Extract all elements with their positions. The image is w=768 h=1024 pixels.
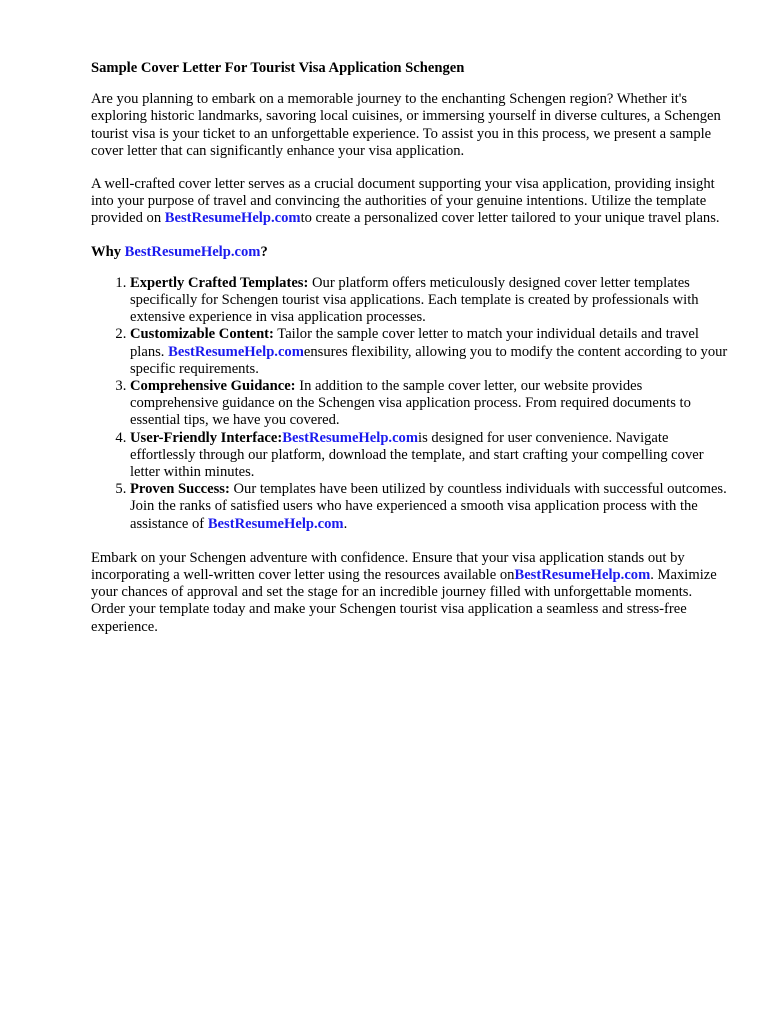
list-item-link[interactable]: BestResumeHelp.com bbox=[207, 515, 344, 532]
list-item bbox=[130, 275, 728, 327]
template-paragraph-text-after: to create a personalized cover letter tailored to your unique travel plans. bbox=[300, 210, 720, 227]
list-item bbox=[130, 326, 728, 378]
bestresumehelp-link[interactable]: BestResumeHelp.com bbox=[164, 210, 301, 227]
list-item-text-after: is designed for user convenience. Navigate effortlessly through our platform, download the template, and start crafting your compelling cover letter within minutes. bbox=[130, 429, 704, 481]
why-heading bbox=[91, 244, 728, 261]
list-item-text-after: ensures flexibility, allowing you to modify the content according to your specific requirements. bbox=[130, 343, 728, 377]
list-item-link[interactable]: BestResumeHelp.com bbox=[282, 429, 419, 446]
features-list bbox=[91, 275, 728, 533]
closing-link[interactable]: BestResumeHelp.com bbox=[514, 567, 651, 584]
list-item-link[interactable]: BestResumeHelp.com bbox=[168, 343, 304, 360]
intro-paragraph: Are you planning to embark on a memorable journey to the enchanting Schengen region? Whether it's exploring historic landmarks, savoring local cuisines, or immersing yourself in diverse cultures, a Schengen tourist visa is your ticket to an unforgettable experience. To assist you in this process, we present a sample cover letter that can significantly enhance your visa application. bbox=[91, 91, 721, 159]
list-item-text-after: . bbox=[343, 515, 348, 532]
list-item-title: Proven Success: bbox=[130, 481, 230, 498]
closing-paragraph bbox=[91, 550, 728, 636]
list-item-title: Customizable Content: bbox=[130, 326, 274, 343]
list-item-title: User-Friendly Interface: bbox=[130, 429, 283, 446]
list-item-title: Expertly Crafted Templates: bbox=[130, 274, 309, 291]
why-heading-after: ? bbox=[260, 243, 268, 260]
closing-paragraph-text-after: . Maximize your chances of approval and set the stage for an incredible journey filled with unforgettable moments. Order your template today and make your Schengen tourist visa application a seamless and stress-free experience. bbox=[91, 567, 717, 635]
list-item-text: In addition to the sample cover letter, our website provides comprehensive guidance on the Schengen visa application process. From required documents to essential tips, we have you covered. bbox=[130, 378, 691, 429]
template-paragraph-text-before: A well-crafted cover letter serves as a crucial document supporting your visa application, providing insight into your purpose of travel and convincing the authorities of your genuine intentions. Utilize the template provided on bbox=[91, 176, 715, 227]
list-item bbox=[130, 481, 728, 533]
template-paragraph bbox=[91, 176, 728, 228]
why-heading-link[interactable]: BestResumeHelp.com bbox=[124, 243, 261, 260]
list-item bbox=[130, 378, 728, 430]
list-item-title: Comprehensive Guidance: bbox=[130, 378, 296, 395]
list-item-text: Our platform offers meticulously designed cover letter templates specifically for Schengen tourist visa applications. Each template is created by professionals with extensive experience in visa application processes. bbox=[130, 274, 699, 326]
closing-paragraph-text-before: Embark on your Schengen adventure with confidence. Ensure that your visa application stands out by incorporating a well-written cover letter using the resources available on bbox=[91, 549, 685, 584]
list-item bbox=[130, 430, 728, 482]
list-item-text: Our templates have been utilized by countless individuals with successful outcomes. Join the ranks of satisfied users who have experienced a smooth visa application process with the assistance of bbox=[130, 481, 727, 532]
list-item-text: Tailor the sample cover letter to match your individual details and travel plans. bbox=[130, 326, 699, 360]
why-heading-before: Why bbox=[91, 243, 125, 260]
document-title: Sample Cover Letter For Tourist Visa Application Schengen bbox=[91, 60, 465, 76]
